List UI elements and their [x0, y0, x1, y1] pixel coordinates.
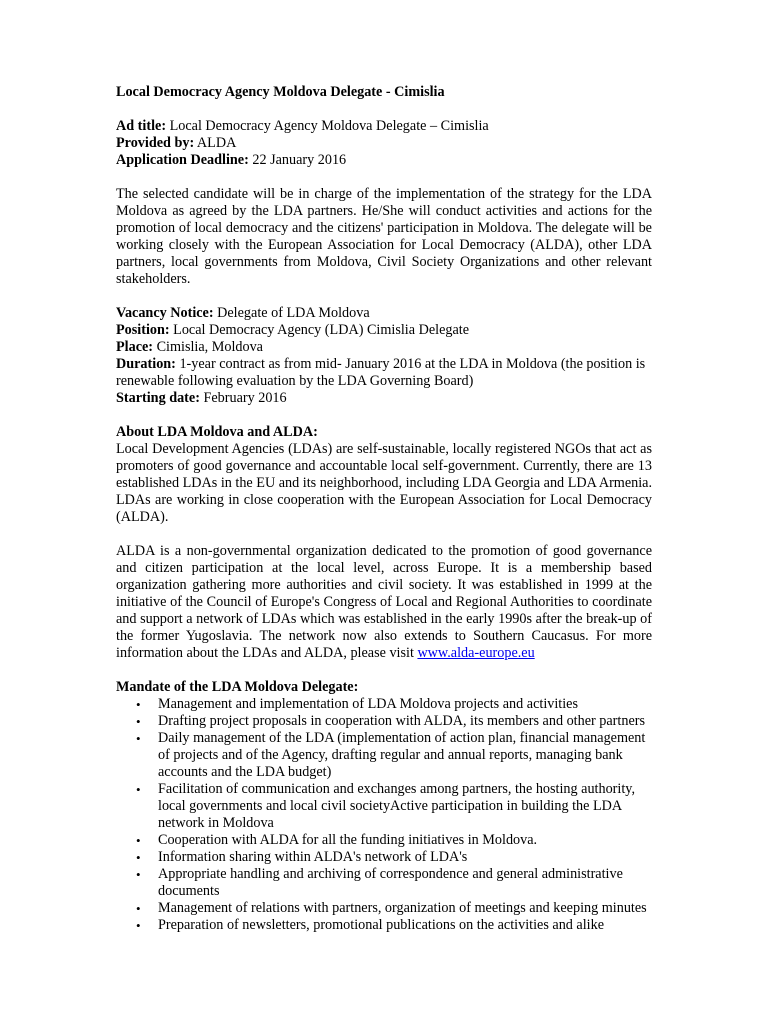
spacer — [116, 407, 652, 424]
list-item — [116, 832, 652, 849]
bullet-icon: • — [136, 697, 141, 712]
duration-line — [116, 356, 652, 390]
starting-date-line — [116, 390, 652, 407]
vacancy-notice-line — [116, 305, 652, 322]
list-item — [116, 781, 652, 832]
list-item-text: Daily management of the LDA (implementation of action plan, financial management of projects and of the Agency, drafting regular and annual reports, managing bank accounts and the LDA budget) — [158, 730, 646, 780]
list-item-text: Information sharing within ALDA's network of LDA's — [158, 849, 468, 865]
place-label: Place: — [116, 339, 154, 355]
about-heading: About LDA Moldova and ALDA: — [116, 424, 318, 440]
list-item — [116, 730, 652, 781]
about-paragraph-alda-text: ALDA is a non-governmental organization dedicated to the promotion of good governance and citizen participation at the local level, across Europe. It is a membership based organization gathering more authorities and civil society. It was established in 1999 at the initiative of the Council of Europe's Congress of Local and Regional Authorities to coordinate and support a network of LDAs which was established in the early 1990s after the break-up of the former Yugoslavia. The network now also extends to Southern Caucasus. For more information about the LDAs and ALDA, please visit — [116, 543, 652, 661]
place-line — [116, 339, 652, 356]
bullet-icon: • — [136, 918, 141, 933]
deadline-line — [116, 152, 652, 169]
position-line — [116, 322, 652, 339]
vacancy-notice-value: Delegate of LDA Moldova — [213, 305, 370, 321]
spacer — [116, 288, 652, 305]
spacer — [116, 101, 652, 118]
document-page — [116, 84, 652, 934]
starting-date-value: February 2016 — [199, 390, 287, 406]
about-paragraph-alda — [116, 543, 652, 662]
list-item-text: Cooperation with ALDA for all the funding initiatives in Moldova. — [158, 832, 538, 848]
bullet-icon: • — [136, 901, 141, 916]
spacer — [116, 526, 652, 543]
list-item-text: Facilitation of communication and exchanges among partners, the hosting authority, local governments and local civil societyActive participation in building the LDA network in Moldova — [158, 781, 635, 831]
list-item — [116, 696, 652, 713]
list-item-text: Appropriate handling and archiving of correspondence and general administrative documents — [158, 866, 623, 899]
position-value: Local Democracy Agency (LDA) Cimislia Delegate — [169, 322, 470, 338]
bullet-icon: • — [136, 731, 141, 746]
deadline-label: Application Deadline: — [116, 152, 249, 168]
duration-value: 1-year contract as from mid- January 2016 at the LDA in Moldova (the position is renewable following evaluation by the LDA Governing Board) — [116, 356, 646, 389]
list-item-text: Drafting project proposals in cooperation with ALDA, its members and other partners — [158, 713, 645, 729]
vacancy-notice-label: Vacancy Notice: — [116, 305, 214, 321]
list-item — [116, 849, 652, 866]
ad-title-value: Local Democracy Agency Moldova Delegate – Cimislia — [166, 118, 489, 134]
bullet-icon: • — [136, 850, 141, 865]
list-item-text: Preparation of newsletters, promotional publications on the activities and alike — [158, 917, 604, 933]
ad-title-label: Ad title: — [116, 118, 167, 134]
place-value: Cimislia, Moldova — [153, 339, 263, 355]
mandate-list — [116, 696, 652, 934]
list-item — [116, 900, 652, 917]
intro-paragraph: The selected candidate will be in charge of the implementation of the strategy for the LDA Moldova as agreed by the LDA partners. He/She will conduct activities and actions for the promotion of local democracy and the citizens' participation in Moldova. The delegate will be working closely with the European Association for Local Democracy (ALDA), other LDA partners, local governments from Moldova, Civil Society Organizations and other relevant stakeholders. — [116, 186, 652, 287]
provided-by-line — [116, 135, 652, 152]
bullet-icon: • — [136, 867, 141, 882]
list-item-text: Management of relations with partners, organization of meetings and keeping minutes — [158, 900, 647, 916]
about-paragraph-lda: Local Development Agencies (LDAs) are self-sustainable, locally registered NGOs that act as promoters of good governance and accountable local self-government. Currently, there are 13 established LDAs in the EU and its neighborhood, including LDA Georgia and LDA Armenia. LDAs are working in close cooperation with the European Association for Local Democracy (ALDA). — [116, 441, 653, 525]
list-item — [116, 917, 652, 934]
bullet-icon: • — [136, 833, 141, 848]
list-item-text: Management and implementation of LDA Moldova projects and activities — [158, 696, 578, 712]
mandate-heading: Mandate of the LDA Moldova Delegate: — [116, 679, 359, 695]
provided-by-label: Provided by: — [116, 135, 195, 151]
duration-label: Duration: — [116, 356, 176, 372]
provided-by-value: ALDA — [194, 135, 237, 151]
alda-website-link[interactable]: www.alda-europe.eu — [417, 645, 535, 661]
bullet-icon: • — [136, 782, 141, 797]
deadline-value: 22 January 2016 — [248, 152, 347, 168]
position-label: Position: — [116, 322, 170, 338]
ad-title-line — [116, 118, 652, 135]
spacer — [116, 169, 652, 186]
list-item — [116, 713, 652, 730]
document-title: Local Democracy Agency Moldova Delegate - Cimislia — [116, 84, 445, 100]
starting-date-label: Starting date: — [116, 390, 200, 406]
list-item — [116, 866, 652, 900]
bullet-icon: • — [136, 714, 141, 729]
spacer — [116, 662, 652, 679]
